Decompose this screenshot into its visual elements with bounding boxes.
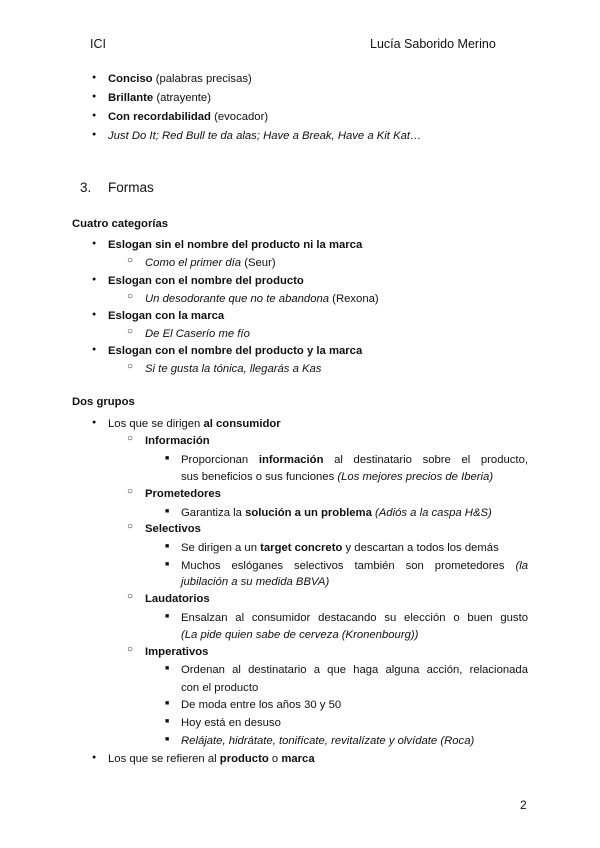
bullet-icon xyxy=(92,72,96,84)
list-item: Conciso (palabras precisas) xyxy=(108,73,252,85)
category-label: Eslogan sin el nombre del producto ni la marca xyxy=(108,239,363,251)
group-label: Los que se refieren al producto o marca xyxy=(108,753,315,765)
category-example: De El Caserío me fío xyxy=(145,328,250,340)
type-description: Hoy está en desuso xyxy=(181,717,281,729)
circle-bullet-icon xyxy=(127,485,133,497)
bullet-icon xyxy=(92,91,96,103)
type-description: Relájate, hidrátate, tonifícate, revitalízate y olvídate (Roca) xyxy=(181,735,475,747)
type-description: Proporcionan información al destinatario sobre el producto, xyxy=(181,454,528,466)
circle-bullet-icon xyxy=(127,643,133,655)
header-left: ICI xyxy=(90,37,106,51)
list-item: Just Do It; Red Bull te da alas; Have a Break, Have a Kit Kat… xyxy=(108,130,422,142)
header-right: Lucía Saborido Merino xyxy=(370,37,496,51)
category-label: Eslogan con el nombre del producto xyxy=(108,275,304,287)
type-title: Selectivos xyxy=(145,523,201,535)
bullet-icon xyxy=(92,344,96,356)
type-description: jubilación a su medida BBVA) xyxy=(181,576,330,588)
bullet-icon xyxy=(92,274,96,286)
type-title: Imperativos xyxy=(145,646,209,658)
type-title: Información xyxy=(145,435,210,447)
type-description: Se dirigen a un target concreto y descartan a todos los demás xyxy=(181,542,499,554)
square-bullet-icon xyxy=(165,506,169,518)
category-example: Un desodorante que no te abandona (Rexona) xyxy=(145,293,379,305)
section-title: Formas xyxy=(108,180,154,195)
type-description: sus beneficios o sus funciones (Los mejores precios de Iberia) xyxy=(181,471,494,483)
circle-bullet-icon xyxy=(127,325,133,337)
type-description: Muchos eslóganes selectivos también son prometedores (la xyxy=(181,560,528,572)
circle-bullet-icon xyxy=(127,254,133,266)
subheading-dos: Dos grupos xyxy=(72,396,135,408)
bullet-icon xyxy=(92,238,96,250)
circle-bullet-icon xyxy=(127,290,133,302)
page-number: 2 xyxy=(520,798,527,812)
type-description: Ensalzan al consumidor destacando su elección o buen gusto xyxy=(181,612,528,624)
square-bullet-icon xyxy=(165,663,169,675)
category-example: Como el primer día (Seur) xyxy=(145,257,276,269)
square-bullet-icon xyxy=(165,698,169,710)
category-example: Si te gusta la tónica, llegarás a Kas xyxy=(145,363,322,375)
type-description: con el producto xyxy=(181,682,259,694)
type-description: Garantiza la solución a un problema (Adiós a la caspa H&S) xyxy=(181,507,492,519)
square-bullet-icon xyxy=(165,611,169,623)
type-title: Prometedores xyxy=(145,488,221,500)
circle-bullet-icon xyxy=(127,432,133,444)
square-bullet-icon xyxy=(165,453,169,465)
square-bullet-icon xyxy=(165,541,169,553)
section-number: 3. xyxy=(80,180,92,195)
square-bullet-icon xyxy=(165,734,169,746)
subheading-cuatro: Cuatro categorías xyxy=(72,218,169,230)
category-label: Eslogan con la marca xyxy=(108,310,225,322)
type-description: De moda entre los años 30 y 50 xyxy=(181,699,342,711)
square-bullet-icon xyxy=(165,716,169,728)
circle-bullet-icon xyxy=(127,590,133,602)
type-title: Laudatorios xyxy=(145,593,210,605)
type-description: Ordenan al destinatario a que haga alguna acción, relacionada xyxy=(181,664,528,676)
type-description: (La pide quien sabe de cerveza (Kronenbourg)) xyxy=(181,629,419,641)
list-item: Con recordabilidad (evocador) xyxy=(108,111,269,123)
circle-bullet-icon xyxy=(127,520,133,532)
bullet-icon xyxy=(92,309,96,321)
group-label: Los que se dirigen al consumidor xyxy=(108,418,281,430)
category-label: Eslogan con el nombre del producto y la marca xyxy=(108,345,363,357)
bullet-icon xyxy=(92,110,96,122)
bullet-icon xyxy=(92,129,96,141)
list-item: Brillante (atrayente) xyxy=(108,92,211,104)
circle-bullet-icon xyxy=(127,360,133,372)
bullet-icon xyxy=(92,417,96,429)
square-bullet-icon xyxy=(165,559,169,571)
bullet-icon xyxy=(92,752,96,764)
